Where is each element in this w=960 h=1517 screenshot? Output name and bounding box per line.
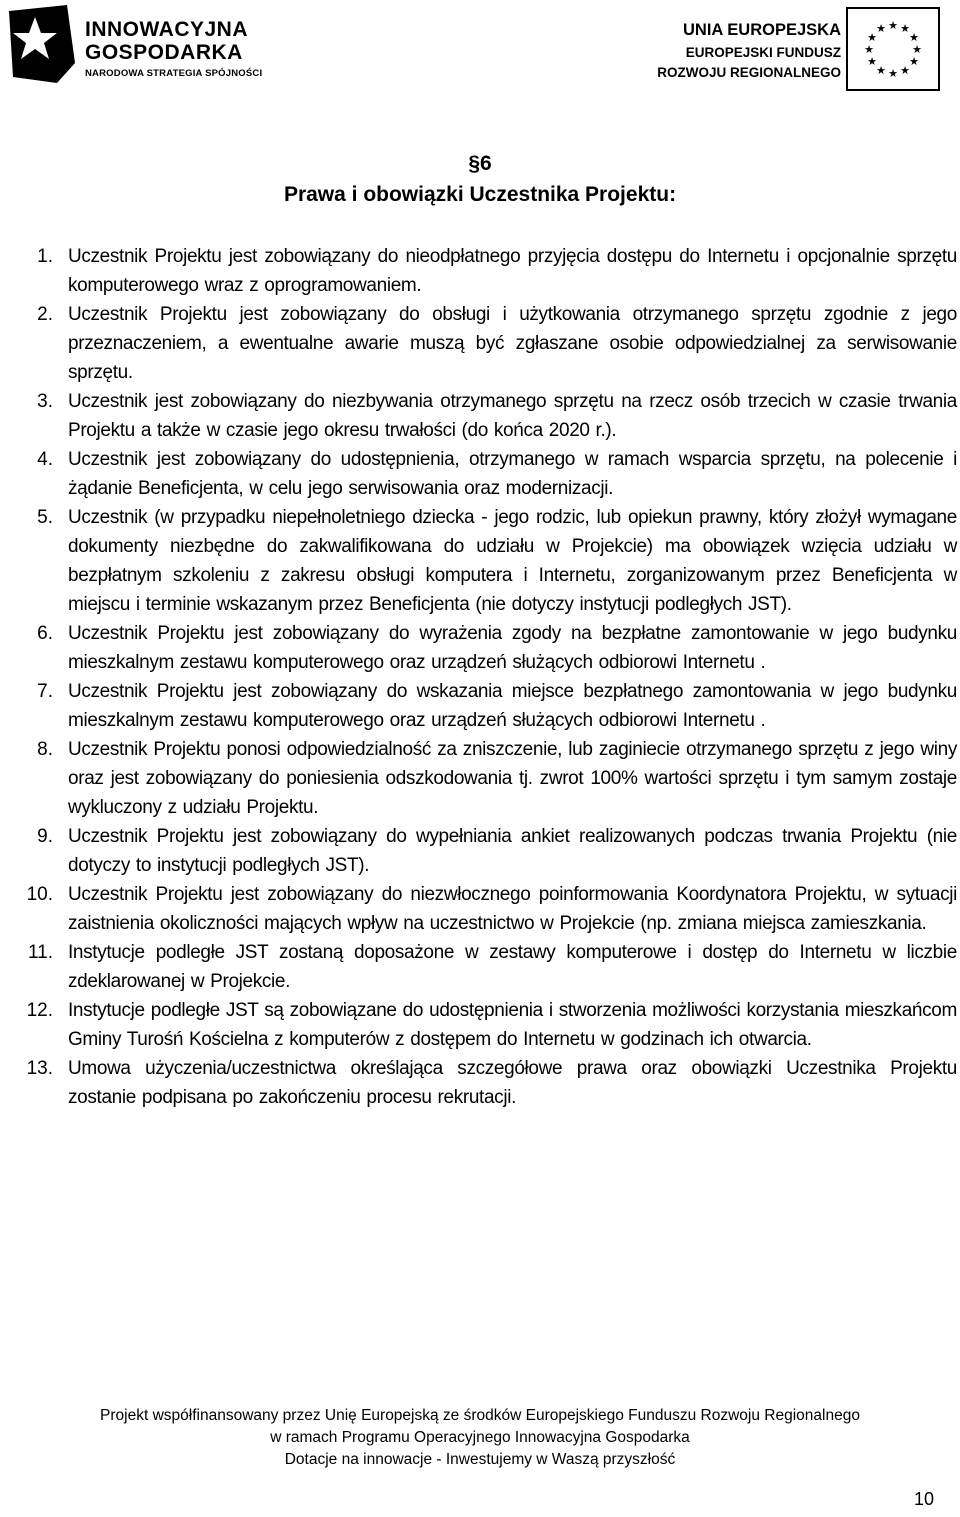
- clause-text: Uczestnik Projektu jest zobowiązany do niezwłocznego poinformowania Koordynatora Projektu, w sytuacji zaistnienia okoliczności mających wpływ na uczestnictwo w Projekcie (np. zmiana miejsca zamieszkania.: [68, 884, 957, 934]
- clause-number: 10.: [26, 884, 53, 905]
- section-number: §6: [468, 152, 492, 175]
- svg-text:★: ★: [888, 67, 898, 80]
- clause-text: Uczestnik Projektu jest zobowiązany do wypełniania ankiet realizowanych podczas trwania Projektu (nie dotyczy to instytucji podległych JST).: [68, 826, 957, 876]
- innowacyjna-gospodarka-emblem-icon: [5, 5, 77, 85]
- list-item: [23, 619, 957, 677]
- list-item: [23, 1054, 957, 1112]
- list-item: [23, 300, 957, 387]
- logo-left-line2: GOSPODARKA: [85, 41, 243, 64]
- list-item: [23, 387, 957, 445]
- clauses-list: [23, 242, 957, 1112]
- logo-right-line3: ROZWOJU REGIONALNEGO: [657, 65, 841, 80]
- eu-flag-icon: [846, 7, 940, 91]
- clause-number: 2.: [37, 304, 53, 325]
- clause-text: Umowa użyczenia/uczestnictwa określająca szczegółowe prawa oraz obowiązki Uczestnika Projektu zostanie podpisana po zakończeniu procesu rekrutacji.: [68, 1058, 957, 1108]
- clause-number: 6.: [37, 623, 53, 644]
- svg-text:★: ★: [909, 31, 919, 44]
- list-item: [23, 242, 957, 300]
- svg-text:★: ★: [888, 19, 898, 32]
- eu-stars-icon: [848, 9, 938, 89]
- innowacyjna-gospodarka-logo: [5, 5, 275, 85]
- clause-text: Instytucje podległe JST są zobowiązane do udostępnienia i stworzenia możliwości korzystania mieszkańcom Gminy Turośń Kościelna z komputerów z dostępem do Internetu w godzinach ich otwarcia.: [68, 1000, 957, 1050]
- list-item: [23, 996, 957, 1054]
- svg-text:★: ★: [876, 22, 886, 35]
- clause-text: Uczestnik Projektu jest zobowiązany do nieodpłatnego przyjęcia dostępu do Internetu i opcjonalnie sprzętu komputerowego wraz z oprogramowaniem.: [68, 246, 957, 296]
- clause-text: Uczestnik Projektu jest zobowiązany do wyrażenia zgody na bezpłatne zamontowanie w jego budynku mieszkalnym zestawu komputerowego oraz urządzeń służących odbiorowi Internetu .: [68, 623, 957, 673]
- clause-text: Uczestnik jest zobowiązany do udostępnienia, otrzymanego w ramach wsparcia sprzętu, na polecenie i żądanie Beneficjenta, w celu jego serwisowania oraz modernizacji.: [68, 449, 957, 499]
- clause-number: 4.: [37, 449, 53, 470]
- logo-left-line1: INNOWACYJNA: [85, 18, 249, 41]
- clause-text: Uczestnik Projektu jest zobowiązany do wskazania miejsce bezpłatnego zamontowania w jego budynku mieszkalnym zestawu komputerowego oraz urządzeń służących odbiorowi Internetu .: [68, 681, 957, 731]
- list-item: [23, 880, 957, 938]
- clause-text: Uczestnik jest zobowiązany do niezbywania otrzymanego sprzętu na rzecz osób trzecich w czasie trwania Projektu a także w czasie jego okresu trwałości (do końca 2020 r.).: [68, 391, 957, 441]
- page-number: 10: [913, 1489, 934, 1509]
- svg-text:★: ★: [900, 22, 910, 35]
- clause-number: 1.: [37, 246, 53, 267]
- list-item: [23, 503, 957, 619]
- svg-text:★: ★: [867, 31, 877, 44]
- footer: [0, 1405, 960, 1471]
- clause-number: 12.: [26, 1000, 53, 1021]
- svg-text:★: ★: [909, 55, 919, 68]
- list-item: [23, 938, 957, 996]
- list-item: [23, 735, 957, 822]
- footer-line3: Dotacje na innowacje - Inwestujemy w Waszą przyszłość: [284, 1451, 676, 1468]
- clause-number: 11.: [27, 942, 53, 963]
- clause-text: Uczestnik Projektu jest zobowiązany do obsługi i użytkowania otrzymanego sprzętu zgodnie z jego przeznaczeniem, a ewentualne awarie muszą być zgłaszane osobie odpowiedzialnej za serwisowanie sprzętu.: [68, 304, 957, 383]
- eu-logo: [606, 7, 942, 93]
- footer-line2: w ramach Programu Operacyjnego Innowacyjna Gospodarka: [270, 1429, 690, 1446]
- svg-text:★: ★: [900, 64, 910, 77]
- footer-line1: Projekt współfinansowany przez Unię Europejską ze środków Europejskiego Funduszu Rozwoju Regionalnego: [100, 1407, 860, 1424]
- clause-number: 3.: [37, 391, 53, 412]
- logo-left-line3: NARODOWA STRATEGIA SPÓJNOŚCI: [85, 68, 263, 79]
- clause-text: Uczestnik Projektu ponosi odpowiedzialność za zniszczenie, lub zaginiecie otrzymanego sprzętu z jego winy oraz jest zobowiązany do poniesienia odszkodowania tj. zwrot 100% wartości sprzętu i tym samym zostaje wykluczony z udziału Projektu.: [68, 739, 957, 818]
- svg-text:★: ★: [876, 64, 886, 77]
- clause-number: 13.: [26, 1058, 53, 1079]
- svg-text:★: ★: [912, 43, 922, 56]
- list-item: [23, 677, 957, 735]
- clause-number: 5.: [37, 507, 53, 528]
- clause-number: 9.: [37, 826, 53, 847]
- logo-right-line1: UNIA EUROPEJSKA: [683, 21, 841, 39]
- section-title: Prawa i obowiązki Uczestnika Projektu:: [283, 183, 677, 206]
- clause-number: 7.: [37, 681, 53, 702]
- clause-text: Uczestnik (w przypadku niepełnoletniego dziecka - jego rodzic, lub opiekun prawny, który złożył wymagane dokumenty niezbędne do zakwalifikowana do udziału w Projekcie) ma obowiązek wzięcia udziału w bezpłatnym szkoleniu z zakresu obsługi komputera i Internetu, zorganizowanym przez Beneficjenta w miejscu i terminie wskazanym przez Beneficjenta (nie dotyczy instytucji podległych JST).: [68, 507, 957, 615]
- clause-number: 8.: [37, 739, 53, 760]
- clause-text: Instytucje podległe JST zostaną doposażone w zestawy komputerowe i dostęp do Internetu w liczbie zdeklarowanej w Projekcie.: [68, 942, 957, 992]
- list-item: [23, 445, 957, 503]
- svg-text:★: ★: [867, 55, 877, 68]
- svg-text:★: ★: [864, 43, 874, 56]
- list-item: [23, 822, 957, 880]
- logo-right-line2: EUROPEJSKI FUNDUSZ: [685, 45, 841, 60]
